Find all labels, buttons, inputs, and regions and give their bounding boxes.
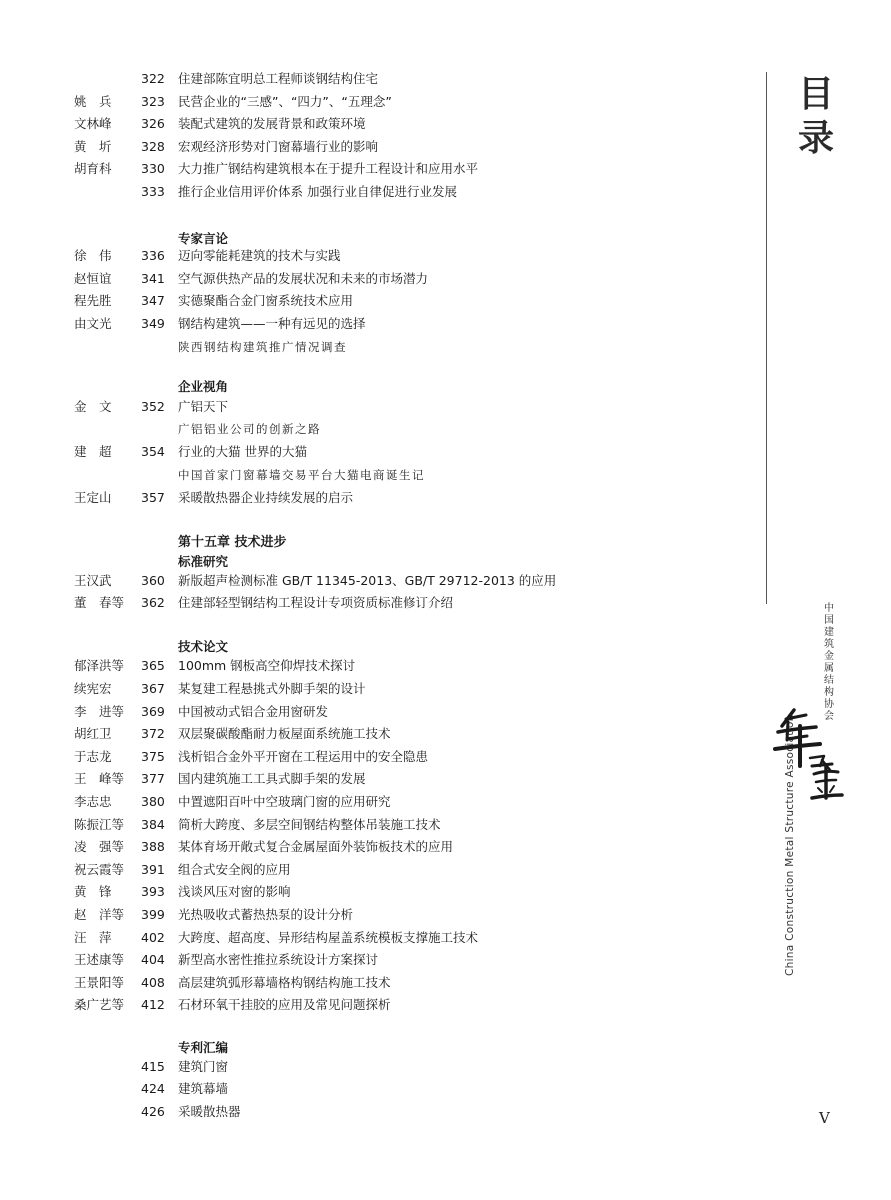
toc-author: 李 进等	[74, 704, 125, 719]
section-heading-papers: 技术论文	[178, 639, 229, 654]
toc-page-number: 415	[141, 1059, 165, 1074]
toc-author: 王景阳等	[74, 975, 125, 990]
toc-title: 采暖散热器	[178, 1104, 241, 1119]
toc-page-number: 375	[141, 749, 165, 764]
toc-author: 王 峰等	[74, 771, 125, 786]
toc-page-number: 349	[141, 316, 165, 331]
association-char: 结	[824, 675, 834, 686]
toc-title: 某复建工程悬挑式外脚手架的设计	[178, 681, 366, 696]
association-char: 筑	[824, 639, 834, 650]
toc-subtitle-text: 广铝铝业公司的创新之路	[178, 422, 321, 436]
association-char: 国	[824, 615, 834, 626]
toc-title: 简析大跨度、多层空间钢结构整体吊装施工技术	[178, 817, 441, 832]
toc-page-number: 388	[141, 839, 165, 854]
toc-page-number: 322	[141, 71, 165, 86]
toc-title: 装配式建筑的发展背景和政策环境	[178, 116, 366, 131]
toc-title: 浅谈风压对窗的影响	[178, 884, 291, 899]
toc-author: 建 超	[74, 444, 112, 459]
toc-title: 双层聚碳酸酯耐力板屋面系统施工技术	[178, 726, 391, 741]
section-heading-standard: 标准研究	[178, 554, 229, 569]
toc-page-number: 357	[141, 490, 165, 505]
toc-title: 建筑幕墙	[178, 1081, 229, 1096]
toc-page-number: 328	[141, 139, 165, 154]
toc-page-number: 330	[141, 161, 165, 176]
toc-title: 空气源供热产品的发展状况和未来的市场潜力	[178, 271, 429, 286]
toc-author: 黄 圻	[74, 139, 112, 154]
toc-author: 程先胜	[74, 293, 112, 308]
toc-page-number: 336	[141, 248, 165, 263]
toc-title: 浅析铝合金外平开窗在工程运用中的安全隐患	[178, 749, 429, 764]
toc-author: 文林峰	[74, 116, 112, 131]
toc-page-number: 333	[141, 184, 165, 199]
toc-page-number: 393	[141, 884, 165, 899]
toc-title: 高层建筑弧形幕墙格构钢结构施工技术	[178, 975, 391, 990]
toc-title: 住建部陈宜明总工程师谈钢结构住宅	[178, 71, 379, 86]
association-char: 建	[824, 627, 834, 638]
toc-title: 国内建筑施工工具式脚手架的发展	[178, 771, 366, 786]
toc-author: 凌 强等	[74, 839, 125, 854]
toc-title: 新型高水密性推拉系统设计方案探讨	[178, 952, 379, 967]
toc-page-number: 372	[141, 726, 165, 741]
toc-author: 由文光	[74, 316, 112, 331]
toc-author: 王汉武	[74, 573, 112, 588]
association-char: 属	[824, 663, 834, 674]
toc-page-number: 412	[141, 997, 165, 1012]
toc-title: 宏观经济形势对门窗幕墙行业的影响	[178, 139, 379, 154]
toc-title: 实德聚酯合金门窗系统技术应用	[178, 293, 354, 308]
toc-author: 陈振江等	[74, 817, 125, 832]
association-char: 构	[824, 687, 834, 698]
calligraphy-logo	[772, 706, 846, 806]
toc-title: 中置遮阳百叶中空玻璃门窗的应用研究	[178, 794, 391, 809]
toc-page-number: 404	[141, 952, 165, 967]
association-name-cn	[822, 603, 836, 723]
toc-title: 推行企业信用评价体系 加强行业自律促进行业发展	[178, 184, 457, 199]
toc-title: 建筑门窗	[178, 1059, 229, 1074]
toc-page-number: 347	[141, 293, 165, 308]
toc-author: 王述康等	[74, 952, 125, 967]
toc-page-number: 367	[141, 681, 165, 696]
toc-page-number: 399	[141, 907, 165, 922]
toc-page-number: 377	[141, 771, 165, 786]
toc-subtitle-text: 中国首家门窗幕墙交易平台大猫电商诞生记	[178, 468, 425, 482]
toc-author: 徐 伟	[74, 248, 112, 263]
toc-author: 姚 兵	[74, 94, 112, 109]
toc-page-number: 365	[141, 658, 165, 673]
toc-author: 王定山	[74, 490, 112, 505]
toc-page-number: 341	[141, 271, 165, 286]
toc-page-number: 391	[141, 862, 165, 877]
toc-page-number: 384	[141, 817, 165, 832]
toc-page-number: 352	[141, 399, 165, 414]
toc-title: 组合式安全阀的应用	[178, 862, 291, 877]
toc-title: 行业的大猫 世界的大猫	[178, 444, 307, 459]
toc-author: 桑广艺等	[74, 997, 125, 1012]
toc-author: 黄 锋	[74, 884, 112, 899]
side-divider-line	[766, 72, 767, 604]
toc-title: 采暖散热器企业持续发展的启示	[178, 490, 354, 505]
toc-author: 李志忠	[74, 794, 112, 809]
toc-author: 续宪宏	[74, 681, 112, 696]
toc-author: 于志龙	[74, 749, 112, 764]
toc-title: 钢结构建筑——一种有远见的选择	[178, 316, 366, 331]
toc-title: 石材环氧干挂胶的应用及常见问题探析	[178, 997, 391, 1012]
toc-page-number: 380	[141, 794, 165, 809]
toc-author: 汪 萍	[74, 930, 112, 945]
toc-page-number: 354	[141, 444, 165, 459]
association-char: 会	[824, 711, 834, 722]
toc-title: 广铝天下	[178, 399, 229, 414]
toc-page-number: 362	[141, 595, 165, 610]
toc-author: 董 春等	[74, 595, 125, 610]
toc-subtitle-text: 陕西钢结构建筑推广情况调查	[178, 340, 347, 354]
section-heading-expert: 专家言论	[178, 231, 229, 246]
toc-title: 民营企业的“三感”、“四力”、“五理念”	[178, 94, 392, 109]
toc-title: 住建部轻型钢结构工程设计专项资质标准修订介绍	[178, 595, 454, 610]
toc-page-number: 424	[141, 1081, 165, 1096]
toc-title: 100mm 钢板高空仰焊技术探讨	[178, 658, 356, 673]
toc-page-number: 402	[141, 930, 165, 945]
association-char: 协	[824, 699, 834, 710]
toc-page-number: 360	[141, 573, 165, 588]
toc-title: 光热吸收式蓄热热泵的设计分析	[178, 907, 354, 922]
toc-page-number: 408	[141, 975, 165, 990]
toc-title: 大力推广钢结构建筑根本在于提升工程设计和应用水平	[178, 161, 479, 176]
toc-page-number: 369	[141, 704, 165, 719]
toc-author: 金 文	[74, 399, 112, 414]
toc-author: 胡育科	[74, 161, 112, 176]
toc-title: 迈向零能耗建筑的技术与实践	[178, 248, 341, 263]
toc-author: 郁泽洪等	[74, 658, 125, 673]
toc-title: 中国被动式铝合金用窗研发	[178, 704, 329, 719]
toc-author: 赵 洋等	[74, 907, 125, 922]
contents-title-char-2: 录	[797, 118, 834, 159]
toc-author: 胡红卫	[74, 726, 112, 741]
toc-title: 新版超声检测标准 GB/T 11345-2013、GB/T 29712-2013 的应用	[178, 573, 557, 588]
section-heading-patent: 专利汇编	[178, 1040, 229, 1055]
toc-title: 某体育场开敞式复合金属屋面外装饰板技术的应用	[178, 839, 454, 854]
toc-page-number: 426	[141, 1104, 165, 1119]
toc-title: 大跨度、超高度、异形结构屋盖系统模板支撑施工技术	[178, 930, 479, 945]
association-name-en: China Construction Metal Structure Association	[784, 714, 796, 976]
contents-title-char-1: 目	[797, 74, 834, 115]
association-char: 中	[824, 603, 834, 614]
toc-page-number: 323	[141, 94, 165, 109]
chapter-heading: 第十五章 技术进步	[178, 535, 287, 550]
toc-page-number: 326	[141, 116, 165, 131]
section-heading-enterprise: 企业视角	[178, 379, 229, 394]
page-number: V	[819, 1109, 830, 1127]
association-char: 金	[824, 651, 834, 662]
toc-author: 祝云霞等	[74, 862, 125, 877]
toc-author: 赵恒谊	[74, 271, 112, 286]
